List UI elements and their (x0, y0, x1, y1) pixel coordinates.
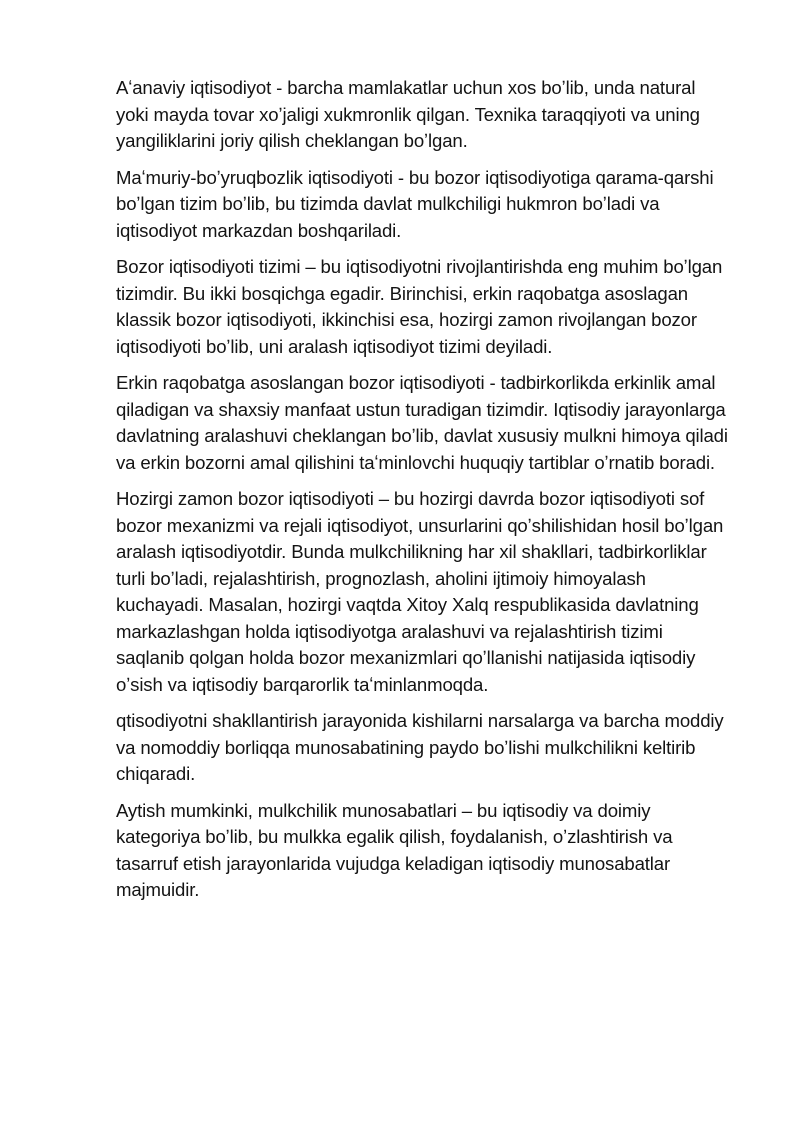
paragraph-ownership-relations: Aytish mumkinki, mulkchilik munosabatlari – bu iqtisodiy va doimiy kategoriya boʼlib, bu mulkka egalik qilish, foydalanish, oʼzlashtirish va tasarruf etish jarayonlarida vujudga keladigan iqtisodiy munosabatlar majmuidir. (116, 799, 673, 900)
paragraph-modern-market-economy: Hozirgi zamon bozor iqtisodiyoti – bu hozirgi davrda bozor iqtisodiyoti sof bozor mexanizmi va rejali iqtisodiyot, unsurlarini qoʼshilishidan hosil boʼlgan aralash iqtisodiyotdir. Bunda mulkchilikning har xil shakllari, tadbirkorliklar turli boʼladi, rejalashtirish, prognozlash, aholini ijtimoiy himoyalash kuchayadi. Masalan, hozirgi vaqtda Xitoy Xalq respublikasida davlatning markazlashgan holda iqtisodiyotga aralashuvi va rejalashtirish tizimi saqlanib qolgan holda bozor mexanizmlari qoʼllanishi natijasida iqtisodiy oʼsish va iqtisodiy barqarorlik taʻminlanmoqda. (116, 488, 724, 695)
paragraph-free-competition: Erkin raqobatga asoslangan bozor iqtisodiyoti - tadbirkorlikda erkinlik amal qiladigan va shaxsiy manfaat ustun turadigan tizimdir. Iqtisodiy jarayonlarga davlatning aralashuvi cheklangan boʼlib, davlat xususiy mulkni himoya qiladi va erkin bozorni amal qilishini taʻminlovchi huquqiy tartiblar oʼrnatib boradi. (116, 372, 728, 473)
document-body (116, 75, 728, 914)
paragraph-command-economy: Maʻmuriy-boʼyruqbozlik iqtisodiyoti - bu bozor iqtisodiyotiga qarama-qarshi boʼlgan tizim boʼlib, bu tizimda davlat mulkchiligi hukmron boʼladi va iqtisodiyot markazdan boshqariladi. (116, 166, 714, 241)
paragraph-ownership-origin: qtisodiyotni shakllantirish jarayonida kishilarni narsalarga va barcha moddiy va nomoddiy borliqqa munosabatining paydo boʼlishi mulkchilikni keltirib chiqaradi. (116, 710, 724, 784)
paragraph-market-economy: Bozor iqtisodiyoti tizimi – bu iqtisodiyotni rivojlantirishda eng muhim boʼlgan tizimdir. Bu ikki bosqichga egadir. Birinchisi, erkin raqobatga asoslagan klassik bozor iqtisodiyoti, ikkinchisi esa, hozirgi zamon rivojlangan bozor iqtisodiyoti boʼlib, uni aralash iqtisodiyot tizimi deyiladi. (116, 256, 723, 357)
paragraph-traditional-economy: Aʻanaviy iqtisodiyot - barcha mamlakatlar uchun xos boʼlib, unda natural yoki mayda tovar xoʼjaligi xukmronlik qilgan. Texnika taraqqiyoti va uning yangiliklarini joriy qilish cheklangan boʼlgan. (116, 77, 700, 151)
